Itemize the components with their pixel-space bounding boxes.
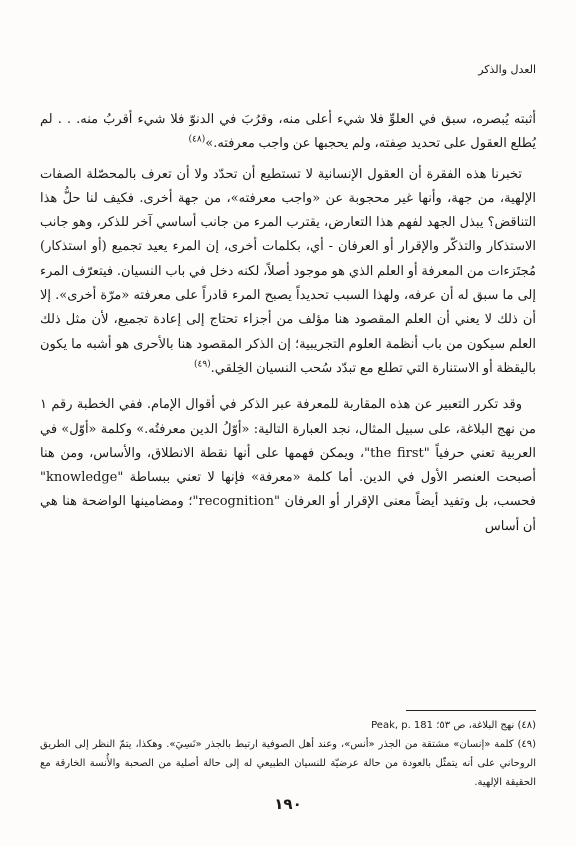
footnote-49 bbox=[40, 735, 536, 792]
footnote-divider bbox=[406, 710, 536, 711]
main-text bbox=[40, 108, 536, 539]
page-number: ١٩٠ bbox=[274, 795, 302, 813]
footnote-number: (٤٨) bbox=[517, 720, 536, 731]
paragraph-1-text: تخبرنا هذه الفقرة أن العقول الإنسانية لا تستطيع أن تحدّد ولا أن تعرف بالمحصّلة الصفات الإلهية، من جهة، وأنها غير محجوبة عن «واجب معرفته»، من جهة أخرى. فكيف لنا حلُّ هذا التناقض؟ يبذل الجهد لفهم هذا التعارض، يقترب المرء من جانب أساسي آخر للذكر، وهو جانب الاستذكار والتذكّر والإقرار أو العرفان - أي، بكلمات أخرى، إن المرء يعيد تجميع (أو استذكار) مُجتَزءات من المعرفة أو العلم الذي هو موجود أصلاً، لكنه دخل في باب النسيان. فيتعرّف المرء إلى ما سبق له أن عرفه، ولهذا السبب تحديداً يصبح المرء قادراً على معرفته «مرّة أخرى». إلا أن ذلك لا يعني أن العلم المقصود هنا مؤلف من أجزاء تحتاج إلى إعادة تجميع، لأن مثل ذلك العلم سيكون من باب أنظمة العلوم التجريبية؛ إن الذكر المقصود هنا بالأحرى هو أشبه ما يكون باليقظة أو الاستنارة التي تطلع مع تبدّد سُحب النسيان الخِلقي. bbox=[40, 166, 536, 376]
paragraph-2: وقد تكرر التعبير عن هذه المقاربة للمعرفة عبر الذكر في أقوال الإمام. ففي الخطبة رقم ١ من نهج البلاغة، على سبيل المثال، نجد العبارة التالية: «أوّلُ الدين معرفتُه.» وكلمة «أوّل» في العربية تعني حرفياً "the first"، ويمكن فهمها على أنها نقطة الانطلاق، والأساس، ومن هنا أصبحت العنصر الأول في الدين. أما كلمة «معرفة» فإنها لا تعني ببساطة "knowledge" فحسب، بل وتفيد أيضاً معنى الإقرار أو العرفان "recognition"؛ ومضامينها الواضحة هنا هي أن أساس bbox=[40, 397, 537, 534]
quote-text: أثبته يُبصره، سبق في العلوِّ فلا شيء أعلى منه، وقرُبَ في الدنوّ فلا شيء أقربُ منه. . . لم يُطلع العقول على تحديد صِفته، ولم يحجبها عن واجب معرفته.» bbox=[40, 112, 536, 152]
footnotes bbox=[40, 716, 536, 792]
running-head: العدل والذكر bbox=[478, 63, 536, 76]
footnote-ref-49[interactable]: (٤٩) bbox=[193, 359, 211, 370]
paragraph-1 bbox=[40, 163, 536, 382]
footnote-text: كلمة «إنسان» مشتقة من الجذر «أنس»، وعند أهل الصوفية ارتبط بالجذر «نَسِيَ». وهكذا، يتمّ النظر إلى الطريق الروحاني على أنه يتمثّل بالعودة من حالة عرضيّة للنسيان الطبيعي له إلى حالة أصلية من الصحبة والأُنسة الخارقة مع الحقيقة الإلهية. bbox=[40, 739, 536, 788]
footnote-ref-48[interactable]: (٤٨) bbox=[188, 134, 206, 145]
quote-paragraph bbox=[40, 108, 536, 157]
footnote-text: نهج البلاغة، ص ٥٣؛ Peak, p. 181 bbox=[371, 720, 515, 731]
footnote-48 bbox=[40, 716, 536, 735]
footnote-number: (٤٩) bbox=[517, 739, 536, 750]
